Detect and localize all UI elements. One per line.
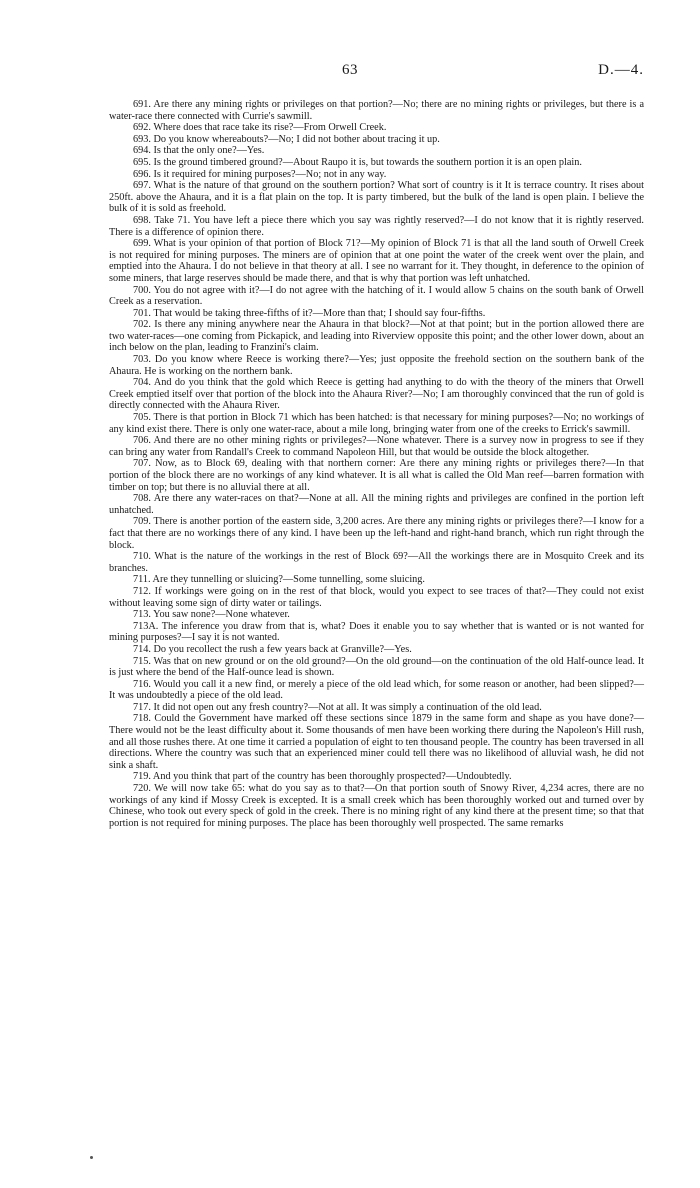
question-paragraph: 698. Take 71. You have left a piece there which you say was rightly reserved?—I do not know that it is rightly reserved. There is a difference of opinion there. [109, 214, 644, 238]
question-paragraph: 713. You saw none?—None whatever. [133, 609, 290, 621]
question-paragraph: 701. That would be taking three-fifths of it?—More than that; I should say four-fifths. [133, 307, 486, 319]
question-paragraph: 696. Is it required for mining purposes?—No; not in any way. [133, 168, 387, 180]
question-paragraph: 691. Are there any mining rights or privileges on that portion?—No; there are no mining rights or privileges, but there is a water-race there connected with Currie's sawmill. [109, 99, 644, 122]
question-paragraph: 719. And you think that part of the country has been thoroughly prospected?—Undoubtedly. [133, 771, 512, 783]
question-paragraph: 703. Do you know where Reece is working there?—Yes; just opposite the freehold section on the southern bank of the Ahaura. He is working on the northern bank. [109, 354, 644, 377]
question-paragraph: 692. Where does that race take its rise?—From Orwell Creek. [133, 122, 387, 134]
question-paragraph: 693. Do you know whereabouts?—No; I did not bother about tracing it up. [133, 133, 440, 145]
question-paragraph: 709. There is another portion of the eastern side, 3,200 acres. Are there any mining rights or privileges there?—I know for a fact that there are no workings there of any kind. I have been up the left-hand and right-hand branch, which run right through the block. [109, 516, 644, 551]
question-paragraph: 700. You do not agree with it?—I do not agree with the hatching of it. I would allow 5 chains on the south bank of Orwell Creek as a reservation. [109, 284, 644, 308]
question-paragraph: 699. What is your opinion of that portion of Block 71?—My opinion of Block 71 is that all the land south of Orwell Creek is not required for mining purposes. The miners are of opinion that at one point the water of the creek went over the plain, and emptied into the Ahaura. I do not believe in that theory at all. I see no warrant for it. They thought, in deference to the opinion of some miners, that large reserves should be made there, and that is why that portion was left unhatched. [109, 238, 644, 284]
question-paragraph: 715. Was that on new ground or on the old ground?—On the old ground—on the continuation of the old Half-ounce lead. It is just where the bend of the Half-ounce lead is shown. [109, 655, 644, 679]
question-paragraph: 702. Is there any mining anywhere near the Ahaura in that block?—Not at that point; but in the portion allowed there are two water-races—one coming from Pickapick, and leading into Riverview opposite this point; and the other lower down, about an inch below on the plan, leading to Franzini's claim. [109, 319, 644, 354]
question-paragraph: 716. Would you call it a new find, or merely a piece of the old lead which, for some reason or another, had been slipped?—It was undoubtedly a piece of the old lead. [109, 678, 644, 702]
question-paragraph: 717. It did not open out any fresh country?—Not at all. It was simply a continuation of the old lead. [133, 701, 542, 713]
question-paragraph: 712. If workings were going on in the rest of that block, would you expect to see traces of that?—They could not exist without leaving some sign of dirty water or tailings. [109, 585, 644, 609]
question-paragraph: 713A. The inference you draw from that is, what? Does it enable you to say whether that is wanted or is not wanted for mining purposes?—I say it is not wanted. [109, 620, 644, 644]
question-paragraph: 708. Are there any water-races on that?—None at all. All the mining rights and privileges are confined in the portion left unhatched. [109, 493, 644, 516]
question-paragraph: 707. Now, as to Block 69, dealing with that northern corner: Are there any mining rights or privileges there?—In that portion of the block there are no workings of any kind whatever. It is all what is called the Old Man reef—barren formation with timber on top; but there is no alluvial there at all. [109, 458, 644, 493]
question-paragraph: 704. And do you think that the gold which Reece is getting had anything to do with the theory of the miners that Orwell Creek emptied itself over that portion of the block into the Ahaura River?—No; I am thoroughly convinced that the run of gold is directly connected with the Ahaura River. [109, 377, 644, 412]
question-paragraph: 718. Could the Government have marked off these sections since 1879 in the same form and shape as you have done?—There would not be the least difficulty about it. Some thousands of men have been working there during the Napoleon's Hill rush, and all those rushes there. At one time it carried a population of eight to ten thousand people. The country has been traversed in all directions. Where the country was such that an experienced miner could tell there was no likelihood of alluvial wash, he did not sink a shaft. [109, 713, 644, 771]
question-paragraph: 694. Is that the only one?—Yes. [133, 145, 265, 157]
question-paragraph: 720. We will now take 65: what do you say as to that?—On that portion south of Snowy River, 4,234 acres, there are no workings of any kind if Mossy Creek is excepted. It is a small creek which has been thoroughly worked out and turned over by Chinese, who took out every speck of gold in the creek. There is no mining right of any kind there at the present time; so that that portion is not required for mining purposes. The place has been thoroughly well prospected. The same remarks [109, 783, 644, 829]
page-number: 63 [342, 62, 358, 78]
question-paragraph: 710. What is the nature of the workings in the rest of Block 69?—All the workings there are in Mosquito Creek and its branches. [109, 551, 644, 574]
question-paragraph: 705. There is that portion in Block 71 which has been hatched: is that necessary for mining purposes?—No; no workings of any kind exist there. There is only one water-race, about a mile long, bringing water from one of the creeks to Errick's sawmill. [109, 412, 644, 435]
printing-dot [90, 1156, 93, 1159]
testimony-body [109, 99, 644, 829]
question-paragraph: 695. Is the ground timbered ground?—About Raupo it is, but towards the southern portion it is an open plain. [133, 156, 582, 168]
question-paragraph: 706. And there are no other mining rights or privileges?—None whatever. There is a survey now in progress to see if they can bring any water from Randall's Creek to command Napoleon Hill, but that would be outside the block altogether. [109, 435, 644, 458]
question-paragraph: 697. What is the nature of that ground on the southern portion? What sort of country is it It is terrace country. It rises about 250ft. above the Ahaura, and it is a flat plain on the top. It is party timbered, but the bulk of the land is open plain. I believe the bulk of it is sold as freehold. [109, 180, 644, 215]
question-paragraph: 714. Do you recollect the rush a few years back at Granville?—Yes. [133, 643, 412, 655]
page-header [0, 62, 700, 82]
document-code: D.—4. [598, 62, 644, 78]
question-paragraph: 711. Are they tunnelling or sluicing?—Some tunnelling, some sluicing. [133, 574, 425, 586]
